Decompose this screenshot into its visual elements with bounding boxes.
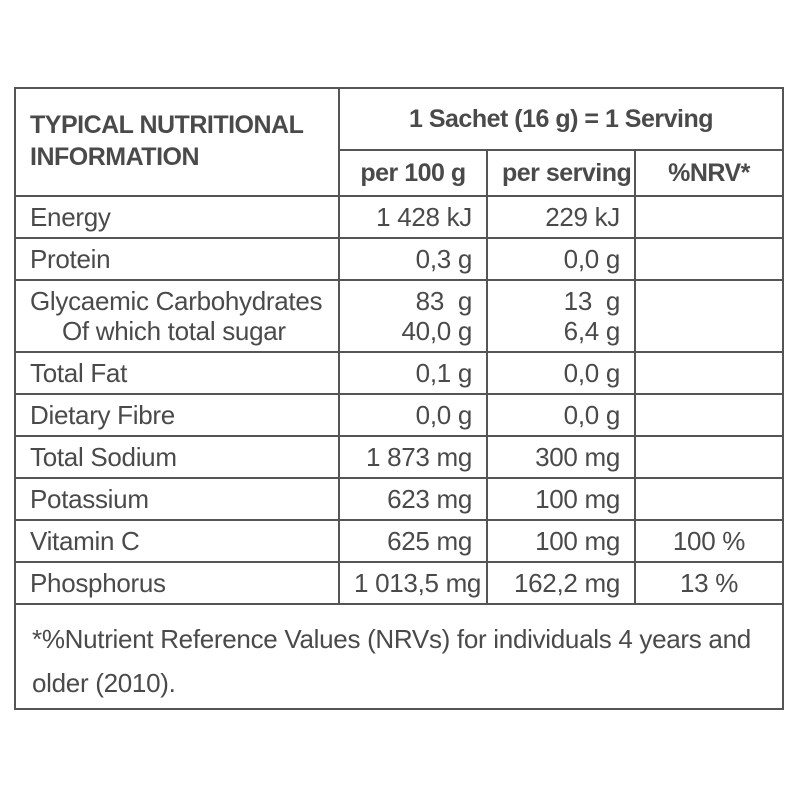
value-per-serving [487, 280, 635, 352]
value-nrv [635, 394, 782, 436]
table-row [16, 562, 782, 604]
table-row [16, 436, 782, 478]
nutrient-name: Vitamin C [16, 520, 339, 562]
column-header-nrv: %NRV* [635, 150, 782, 196]
table-title [16, 89, 339, 196]
value-per100-main: 83 g [415, 286, 472, 316]
value-nrv [635, 238, 782, 280]
value-nrv: 100 % [635, 520, 782, 562]
nutrient-name: Protein [16, 238, 339, 280]
value-per-serving: 100 mg [487, 520, 635, 562]
value-per100: 625 mg [339, 520, 487, 562]
table-row [16, 478, 782, 520]
nutrient-name: Dietary Fibre [16, 394, 339, 436]
nutrient-name: Phosphorus [16, 562, 339, 604]
value-nrv [635, 352, 782, 394]
value-per100 [339, 280, 487, 352]
value-per100: 0,3 g [339, 238, 487, 280]
value-per100: 1 428 kJ [339, 196, 487, 238]
value-per-serving: 0,0 g [487, 394, 635, 436]
nutrient-name-sub: Of which total sugar [62, 316, 286, 346]
value-per100-sub: 40,0 g [401, 316, 472, 346]
table-title-line1: TYPICAL NUTRITIONAL [30, 111, 304, 139]
value-per-serving: 0,0 g [487, 352, 635, 394]
value-per-serving: 100 mg [487, 478, 635, 520]
nutrition-panel [14, 87, 784, 710]
nutrition-table [16, 89, 782, 605]
column-header-per100: per 100 g [339, 150, 487, 196]
value-per-serving: 300 mg [487, 436, 635, 478]
value-nrv: 13 % [635, 562, 782, 604]
table-row [16, 238, 782, 280]
value-per-serving-main: 13 g [563, 286, 620, 316]
value-per100: 623 mg [339, 478, 487, 520]
value-per-serving-sub: 6,4 g [563, 316, 620, 346]
value-nrv [635, 280, 782, 352]
nutrient-name [16, 280, 339, 352]
nutrient-name: Energy [16, 196, 339, 238]
value-per-serving: 0,0 g [487, 238, 635, 280]
table-row [16, 352, 782, 394]
nutrient-name: Potassium [16, 478, 339, 520]
serving-size-header: 1 Sachet (16 g) = 1 Serving [339, 89, 782, 150]
value-nrv [635, 196, 782, 238]
nutrient-name: Total Sodium [16, 436, 339, 478]
table-row [16, 394, 782, 436]
value-nrv [635, 478, 782, 520]
value-per-serving: 229 kJ [487, 196, 635, 238]
value-per100: 1 013,5 mg [339, 562, 487, 604]
table-title-line2: INFORMATION [30, 143, 200, 171]
value-per100: 1 873 mg [339, 436, 487, 478]
table-row [16, 196, 782, 238]
value-per100: 0,0 g [339, 394, 487, 436]
column-header-per-serving: per serving [487, 150, 635, 196]
value-per-serving: 162,2 mg [487, 562, 635, 604]
value-per100: 0,1 g [339, 352, 487, 394]
nrv-footnote: *%Nutrient Reference Values (NRVs) for individuals 4 years and older (2010). [32, 624, 751, 698]
table-row [16, 520, 782, 562]
table-row [16, 280, 782, 352]
nutrient-name-main: Glycaemic Carbohydrates [30, 286, 323, 316]
value-nrv [635, 436, 782, 478]
nutrient-name: Total Fat [16, 352, 339, 394]
